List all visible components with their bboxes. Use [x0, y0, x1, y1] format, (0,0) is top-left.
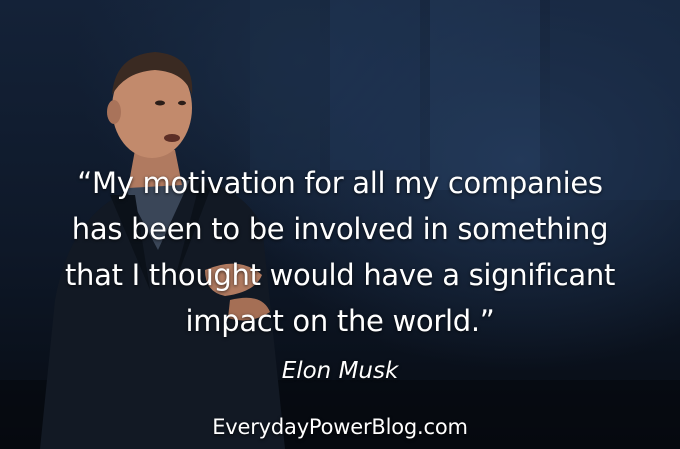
- quote-line: impact on the world.”: [185, 304, 495, 338]
- quote-line: that I thought would have a significant: [64, 258, 616, 292]
- quote-author: Elon Musk: [281, 358, 399, 384]
- quote-line: “My motivation for all my companies: [77, 166, 603, 200]
- quote-line: has been to be involved in something: [71, 212, 609, 246]
- quote-text: [20, 160, 660, 344]
- site-watermark: EverydayPowerBlog.com: [212, 415, 468, 439]
